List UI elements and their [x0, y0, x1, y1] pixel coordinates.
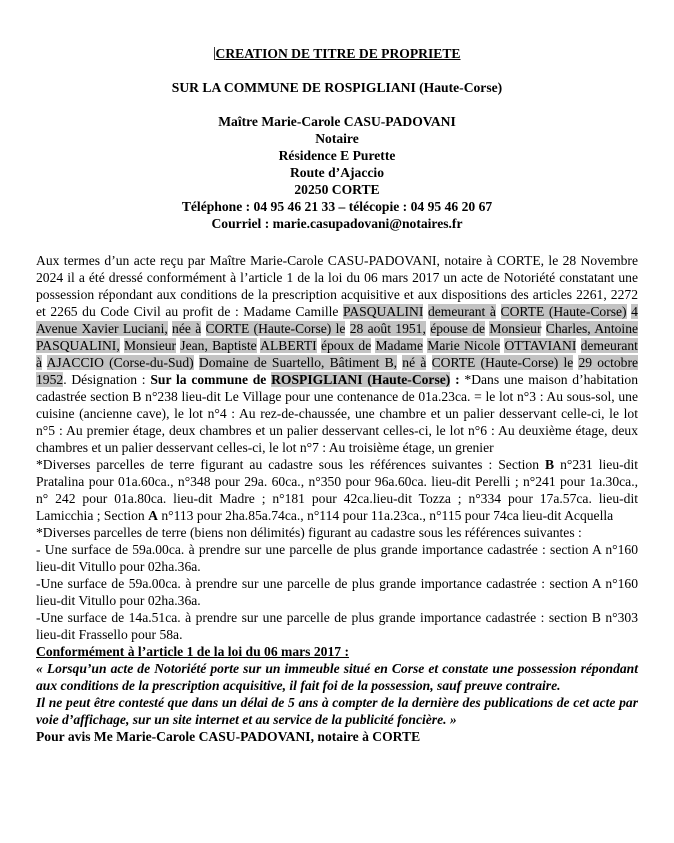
text-run: . Désignation : [63, 372, 151, 387]
paragraph [36, 541, 638, 575]
text-run: Conformément à l’article 1 de la loi du 06 mars 2017 : [36, 644, 349, 659]
text-run: *Diverses parcelles de terre (biens non délimités) figurant au cadastre sous les références suivantes : [36, 525, 582, 540]
paragraph [36, 643, 638, 660]
highlighted-text: né à [402, 355, 427, 370]
highlighted-text: Charles, Antoine [545, 321, 639, 336]
notary-line: Route d’Ajaccio [289, 165, 384, 180]
text-run [496, 304, 501, 319]
text-run: -Une surface de 59a.00ca. à prendre sur une parcelle de plus grande importance cadastrée : section A n°160 lieu-dit Vitullo pour 02ha.36a. [36, 576, 638, 608]
highlighted-text: PASQUALINI, [36, 338, 120, 353]
paragraph [36, 524, 638, 541]
highlighted-text: demeurant à [36, 338, 638, 370]
highlighted-text: AJACCIO (Corse-du-Sud) [46, 355, 194, 370]
highlighted-text: OTTAVIANI [504, 338, 577, 353]
highlighted-text: née à [172, 321, 202, 336]
text-run: *Dans une maison d’habitation cadastrée section B n°238 lieu-dit Le Village pour une contenance de 01a.23ca. = le lot n°3 : Au sous-sol, une cuisine (ancienne cave), le lot n°4 : Au rez-de-chaussée, une chambre et un palier desservant celle-ci, le lot n°5 : Au premier étage, deux chambres et un palier desservant celles-ci, le lot n°6 : Au deuxième étage, deux chambres et un palier desservant celles-ci, le lot n°7 : Au troisième étage, un grenier [36, 372, 638, 455]
text-run: n°113 pour 2ha.85a.74ca., n°114 pour 11a.23ca., n°115 pour 74ca lieu-dit Acquella [157, 508, 614, 523]
document-body[interactable] [36, 252, 638, 745]
page-title: CREATION DE TITRE DE PROPRIETE [215, 46, 461, 61]
notary-line: Maître Marie-Carole CASU-PADOVANI [218, 114, 456, 129]
text-run: n°231 lieu-dit Pratalina pour 01a.60ca., n°348 pour 29a. 60ca., n°350 pour 96a.60ca. lieu-dit Perelli ; n°241 pour 1a.30ca., n° 242 pour 01a.80ca. lieu-dit Madre ; n°181 pour 42ca.lieu-dit Tozza ; n°334 pour 17a.57ca. lieu-dit Lamicchia ; Section [36, 457, 638, 523]
spacer [36, 96, 638, 113]
highlighted-text: Jean, Baptiste [180, 338, 257, 353]
text-run: -Une surface de 14a.51ca. à prendre sur une parcelle de plus grande importance cadastrée : section B n°303 lieu-dit Frassello pour 58a. [36, 610, 638, 642]
spacer [36, 232, 638, 252]
highlighted-text: épouse de [430, 321, 486, 336]
paragraph [36, 660, 638, 694]
text-run: Pour avis Me Marie-Carole CASU-PADOVANI, notaire à CORTE [36, 729, 421, 744]
text-run: Sur la commune de [150, 372, 272, 387]
highlighted-text: ROSPIGLIANI (Haute-Corse) [271, 372, 451, 387]
paragraph [36, 609, 638, 643]
paragraph [36, 694, 638, 728]
highlighted-text: Madame [375, 338, 424, 353]
highlighted-text: demeurant à [427, 304, 496, 319]
text-cursor [214, 47, 215, 60]
paragraph [36, 575, 638, 609]
text-run: - Une surface de 59a.00ca. à prendre sur une parcelle de plus grande importance cadastrée : section A n°160 lieu-dit Vitullo pour 02ha.36a. [36, 542, 638, 574]
text-run: B [545, 457, 555, 472]
highlighted-text: ALBERTI [260, 338, 317, 353]
highlighted-text: Monsieur [489, 321, 542, 336]
highlighted-text: Marie Nicole [427, 338, 501, 353]
text-run: *Diverses parcelles de terre figurant au cadastre sous les références suivantes : Section [36, 457, 546, 472]
highlighted-text: Domaine de Suartello, Bâtiment B, [198, 355, 398, 370]
text-run [576, 338, 580, 353]
text-run: « Lorsqu’un acte de Notoriété porte sur un immeuble situé en Corse et constate une possession répondant aux conditions de la prescription acquisitive, il fait foi de la possession, sauf preuve contraire. [36, 661, 638, 693]
notary-line: Résidence E Purette [278, 148, 396, 163]
highlighted-text: CORTE (Haute-Corse) le [205, 321, 346, 336]
text-run [42, 355, 46, 370]
text-run: Aux termes d’un acte reçu par Maître Marie-Carole CASU-PADOVANI, notaire à CORTE, le 28 Novembre 2024 il a été dressé conformément à l’article 1 de la loi du 06 mars 2017 un acte de Notoriété constatant une possession répondant aux conditions de la prescription acquisitive et aux dispositions des articles 2261, 2272 et 2265 du Code Civil au profit de : Madame Camille [36, 253, 638, 319]
document-subtitle: SUR LA COMMUNE DE ROSPIGLIANI (Haute-Corse) [171, 80, 503, 95]
text-run [426, 355, 431, 370]
text-run: : [450, 372, 465, 387]
text-run [201, 321, 205, 336]
highlighted-text: époux de [320, 338, 372, 353]
notary-block [36, 113, 638, 232]
spacer [36, 62, 638, 79]
highlighted-text: Monsieur [123, 338, 177, 353]
notary-line: Courriel : marie.casupadovani@notaires.fr [211, 216, 463, 231]
highlighted-text: PASQUALINI [343, 304, 424, 319]
paragraph [36, 456, 638, 524]
text-run: A [148, 508, 158, 523]
paragraph [36, 728, 638, 745]
highlighted-text: 28 août 1951, [349, 321, 426, 336]
highlighted-text: 4 Avenue Xavier Luciani, [36, 304, 638, 336]
paragraph [36, 252, 638, 456]
highlighted-text: CORTE (Haute-Corse) le [431, 355, 574, 370]
notary-line: Téléphone : 04 95 46 21 33 – télécopie : 04 95 46 20 67 [181, 199, 493, 214]
highlighted-text: CORTE (Haute-Corse) [500, 304, 627, 319]
notary-line: Notaire [315, 131, 359, 146]
highlighted-text: 29 octobre 1952 [36, 355, 639, 387]
text-run: Il ne peut être contesté que dans un délai de 5 ans à compter de la dernière des publications de cet acte par voie d’affichage, sur un site internet et au service de la publicité foncière. » [36, 695, 638, 727]
document-title-line [36, 45, 638, 62]
notary-line: 20250 CORTE [294, 182, 380, 197]
